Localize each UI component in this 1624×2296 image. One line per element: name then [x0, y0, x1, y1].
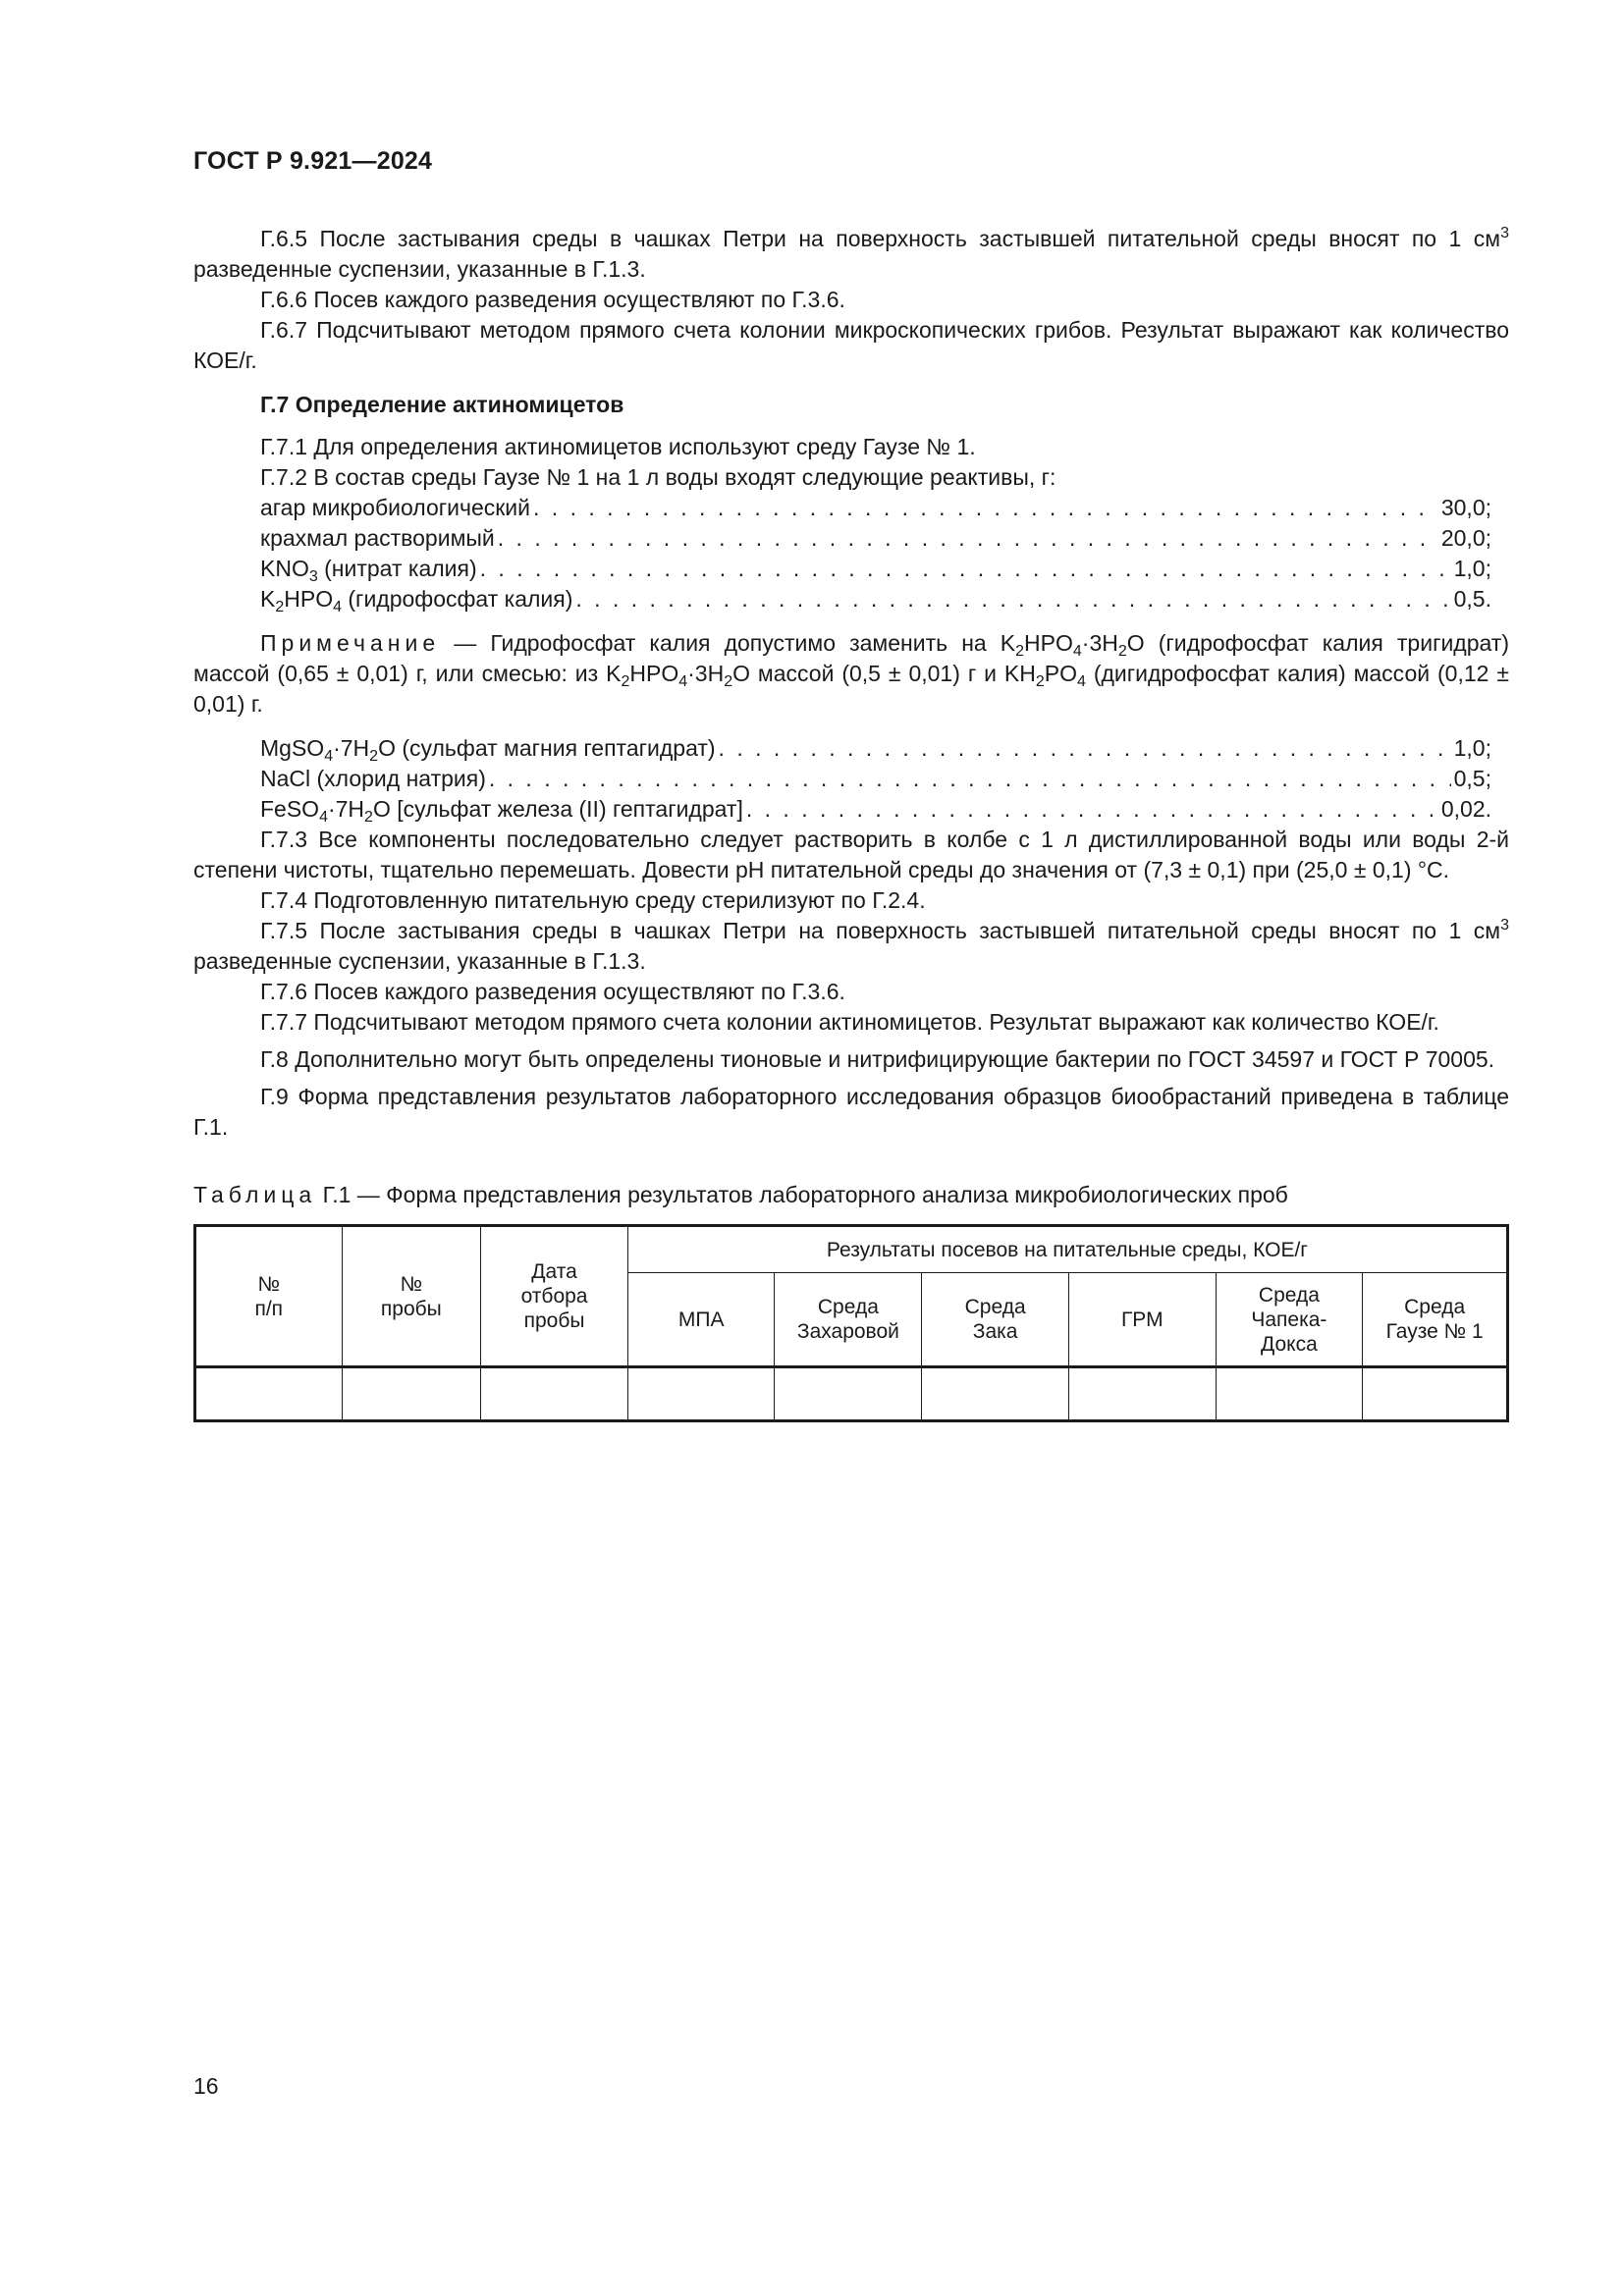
reagent-row	[260, 493, 1509, 523]
table-cell	[342, 1367, 481, 1421]
reagent-name: $K_2HPO_4$ (гидрофосфат калия)	[260, 586, 573, 615]
reagent-list	[193, 493, 1509, 614]
table-cell	[1068, 1367, 1216, 1421]
header-cell-medium: Среда Гаузе № 1	[1363, 1273, 1508, 1367]
paragraph-g7-2: Г.7.2 В состав среды Гаузе № 1 на 1 л воды входят следующие реактивы, г:	[260, 464, 1056, 490]
reagent-row	[260, 523, 1509, 554]
table-cell	[1216, 1367, 1363, 1421]
table-cell	[481, 1367, 628, 1421]
paragraph-g6-6: Г.6.6 Посев каждого разведения осуществляют по Г.3.6.	[260, 287, 845, 312]
header-cell-results-group: Результаты посевов на питательные среды, КОЕ/г	[627, 1226, 1507, 1273]
section-heading-g7: Г.7 Определение актиномицетов	[260, 392, 624, 417]
table-row	[195, 1367, 1508, 1421]
header-cell-medium: МПА	[627, 1273, 775, 1367]
reagent-amount: 0,5;	[1453, 766, 1491, 791]
header-cell-sampling-date: Дата отбора пробы	[481, 1226, 628, 1367]
body-text	[193, 224, 1509, 1422]
reagent-amount: 30,0;	[1440, 495, 1491, 520]
results-table	[193, 1224, 1509, 1422]
reagent-list-2	[193, 733, 1509, 825]
reagent-row	[260, 584, 1509, 614]
reagent-name: $KNO_3$ (нитрат калия)	[260, 556, 477, 585]
paragraph-g7-7: Г.7.7 Подсчитывают методом прямого счета колонии актиномицетов. Результат выражают как количество КОЕ/г.	[260, 1009, 1439, 1035]
paragraph-g9: Г.9 Форма представления результатов лабораторного исследования образцов биообрастаний приведена в таблице Г.1.	[193, 1084, 1509, 1140]
paragraph-g7-6: Г.7.6 Посев каждого разведения осуществляют по Г.3.6.	[260, 979, 845, 1004]
paragraph-g7-3: Г.7.3 Все компоненты последовательно следует растворить в колбе с 1 л дистиллированной воды или воды 2-й степени чистоты, тщательно перемешать. Довести pH питательной среды до значения от (7,3 ± 0,1) при (25,0 ± 0,1) °С.	[193, 827, 1509, 882]
header-cell-sample-number: № пробы	[342, 1226, 481, 1367]
reagent-name: $FeSO_4\cdot 7H_2O$ [сульфат железа (II) гептагидрат]	[260, 796, 743, 826]
header-cell-medium: Среда Зака	[922, 1273, 1069, 1367]
paragraph-g7-4: Г.7.4 Подготовленную питательную среду стерилизуют по Г.2.4.	[260, 887, 926, 913]
note-paragraph: Примечание — Гидрофосфат калия допустимо заменить на $K_2HPO_4\cdot 3H_2O$ (гидрофосфат калия тригидрат) массой (0,65 ± 0,01) г, или смесью: из $K_2HPO_4\cdot 3H_2O$ массой (0,5 ± 0,01) г и $KH_2PO_4$ (дигидрофосфат калия) массой (0,12 ± 0,01) г.	[193, 630, 1509, 717]
reagent-name: агар микробиологический	[260, 495, 531, 520]
note-label: Примечание	[260, 630, 441, 656]
header-cell-row-number: № п/п	[195, 1226, 343, 1367]
table-cell	[1363, 1367, 1508, 1421]
reagent-amount: 0,5.	[1453, 586, 1491, 612]
paragraph-g7-1: Г.7.1 Для определения актиномицетов используют среду Гаузе № 1.	[260, 434, 976, 459]
paragraph-g8: Г.8 Дополнительно могут быть определены тионовые и нитрифицирующие бактерии по ГОСТ 34597 и ГОСТ Р 70005.	[260, 1046, 1495, 1072]
paragraph-g6-5: Г.6.5 После застывания среды в чашках Петри на поверхность застывшей питательной среды вносят по 1 $см^3$ разведенные суспензии, указанные в Г.1.3.	[193, 225, 1509, 282]
reagent-amount: 0,02.	[1440, 796, 1491, 822]
header-cell-medium: Среда Захаровой	[775, 1273, 922, 1367]
table-cell	[922, 1367, 1069, 1421]
reagent-row	[260, 554, 1509, 584]
reagent-row	[260, 733, 1509, 764]
reagent-row	[260, 794, 1509, 825]
table-cell	[627, 1367, 775, 1421]
reagent-amount: 1,0;	[1453, 735, 1491, 761]
table-cell	[775, 1367, 922, 1421]
paragraph-g7-5: Г.7.5 После застывания среды в чашках Петри на поверхность застывшей питательной среды вносят по 1 $см^3$ разведенные суспензии, указанные в Г.1.3.	[193, 917, 1509, 974]
reagent-row	[260, 764, 1509, 794]
header-cell-medium: ГРМ	[1068, 1273, 1216, 1367]
page-number: 16	[193, 2073, 219, 2099]
reagent-name: $MgSO_4\cdot 7H_2O$ (сульфат магния гептагидрат)	[260, 735, 716, 765]
header-cell-medium: Среда Чапека- Докса	[1216, 1273, 1363, 1367]
reagent-name: NaCl (хлорид натрия)	[260, 766, 486, 791]
paragraph-g6-7: Г.6.7 Подсчитывают методом прямого счета колонии микроскопических грибов. Результат выражают как количество КОЕ/г.	[193, 317, 1509, 373]
reagent-amount: 1,0;	[1453, 556, 1491, 581]
reagent-name: крахмал растворимый	[260, 525, 495, 551]
table-cell	[195, 1367, 343, 1421]
reagent-amount: 20,0;	[1440, 525, 1491, 551]
table-caption: Таблица Г.1 — Форма представления результатов лабораторного анализа микробиологических проб	[193, 1182, 1288, 1207]
document-code: ГОСТ Р 9.921—2024	[193, 147, 433, 175]
